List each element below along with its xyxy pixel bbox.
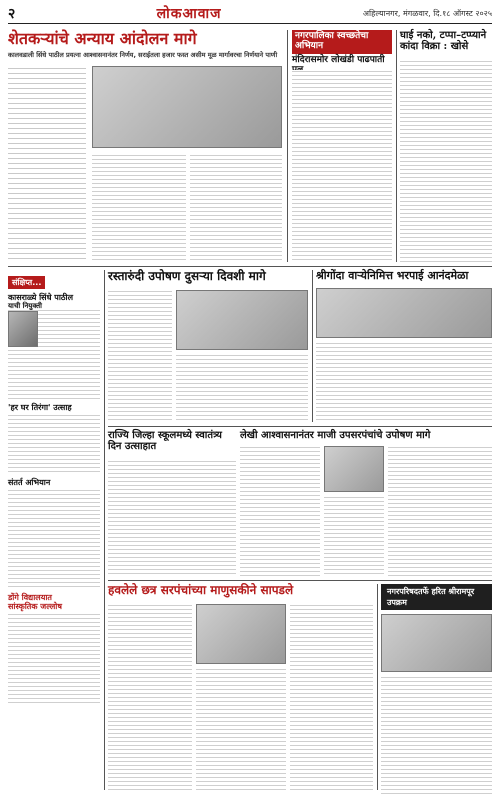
story-main-left bbox=[8, 30, 283, 262]
body-column bbox=[108, 460, 236, 576]
story-top-right bbox=[400, 30, 492, 262]
brief-1-title: कासराळ्ये सिंधे पाठील bbox=[8, 292, 74, 302]
headline-top-right-2: कांदा विक्रा : खोसे bbox=[400, 41, 469, 52]
subhead-main-left: कालवडाली सिंधे पाठील प्रयत्ना आश्वासनानंतर निर्णय, सराईतला हजार फस्त असीम मूळ मार्गावरचा निर्णयाने पाणी bbox=[8, 50, 278, 59]
headline-main-right-2: मंदिरासमोर लोखंडी पाढपाती bbox=[292, 54, 385, 65]
sidebar-header: संक्षिप्त... bbox=[8, 276, 45, 289]
story-middle bbox=[108, 270, 308, 422]
photo-nagar bbox=[381, 614, 492, 672]
body-column bbox=[324, 496, 384, 576]
story-havalele bbox=[108, 584, 373, 790]
headline-top-right-1: घाई नको, टप्पा–टप्प्याने bbox=[400, 30, 487, 41]
sidebar-briefs bbox=[8, 270, 100, 790]
story-lekhi bbox=[240, 430, 492, 576]
brief-4-body bbox=[8, 613, 100, 703]
brief-4-subtitle: सांस्कृतिक जल्लोष bbox=[8, 600, 62, 611]
page-number: २ bbox=[8, 6, 16, 22]
story-main-right bbox=[292, 30, 392, 262]
headline-rajya: राज्यि जिल्हा स्कूलमध्ये स्वातंत्र्य दिन उत्साहात bbox=[108, 430, 222, 452]
brief-1-photo bbox=[8, 311, 38, 347]
brief-3-title: संतर्त अभियान bbox=[8, 477, 51, 488]
body-column bbox=[290, 604, 373, 790]
brief-3-body bbox=[8, 489, 100, 589]
body-column bbox=[196, 668, 286, 790]
dateline: अहिल्यानगर, मंगळवार, दि.१८ ऑगस्ट २०२५ bbox=[362, 9, 492, 18]
story-rajya bbox=[108, 430, 236, 576]
column-divider bbox=[396, 30, 397, 262]
body-column bbox=[381, 676, 492, 794]
headline-lekhi: लेखी आश्वासनानंतर माजी उपसरपंचांचे उपोषण मागे bbox=[240, 430, 431, 441]
photo-lekhi bbox=[324, 446, 384, 492]
masthead-logo: लोकआवाज bbox=[156, 6, 222, 22]
headline-nagar: नगरपरिषदतर्फे हरित श्रीरामपूर उपक्रम bbox=[381, 584, 492, 610]
photo-havalele bbox=[196, 604, 286, 664]
headline-right-middle: श्रीगोंदा वाऱ्येनिमित्त भरपाई आनंदमेळा bbox=[316, 269, 469, 282]
photo-main-left bbox=[92, 66, 282, 148]
section-divider bbox=[8, 266, 492, 267]
headline-main-right-1: नगरपालिका स्वच्छतेचा अभियान bbox=[292, 30, 392, 54]
brief-2-title: 'हर घर तिरंगा' उत्साह bbox=[8, 402, 72, 413]
section-divider bbox=[108, 426, 492, 427]
column-divider bbox=[104, 270, 105, 790]
story-right-middle bbox=[316, 270, 492, 422]
body-column bbox=[92, 154, 186, 262]
body-column bbox=[400, 60, 492, 262]
body-column bbox=[190, 154, 282, 262]
body-column bbox=[388, 446, 492, 576]
headline-middle: रस्तारुंदी उपोषण दुसऱ्या दिवशी मागे bbox=[108, 269, 266, 283]
body-column bbox=[292, 70, 392, 262]
photo-right-middle bbox=[316, 288, 492, 338]
headline-main-left: शेतकऱ्यांचे अन्याय आंदोलन मागे bbox=[8, 29, 197, 48]
brief-1-subtitle: याची नियुक्ती bbox=[8, 300, 42, 310]
story-nagar bbox=[381, 584, 492, 790]
body-column bbox=[108, 290, 172, 422]
body-column bbox=[108, 604, 192, 790]
photo-middle bbox=[176, 290, 308, 350]
brief-4-title: डोंगे विद्यालयात bbox=[8, 592, 52, 603]
body-column bbox=[176, 354, 308, 422]
column-divider bbox=[377, 584, 378, 790]
brief-2-body bbox=[8, 414, 100, 474]
column-divider bbox=[312, 270, 313, 422]
body-column bbox=[8, 66, 86, 262]
body-column bbox=[316, 342, 492, 422]
section-divider bbox=[108, 580, 492, 581]
headline-havalele: हवलेले छत्र सरपंचांच्या माणुसकीने सापडले bbox=[108, 583, 294, 597]
page-header bbox=[8, 4, 492, 24]
body-column bbox=[240, 446, 320, 576]
column-divider bbox=[287, 30, 288, 262]
